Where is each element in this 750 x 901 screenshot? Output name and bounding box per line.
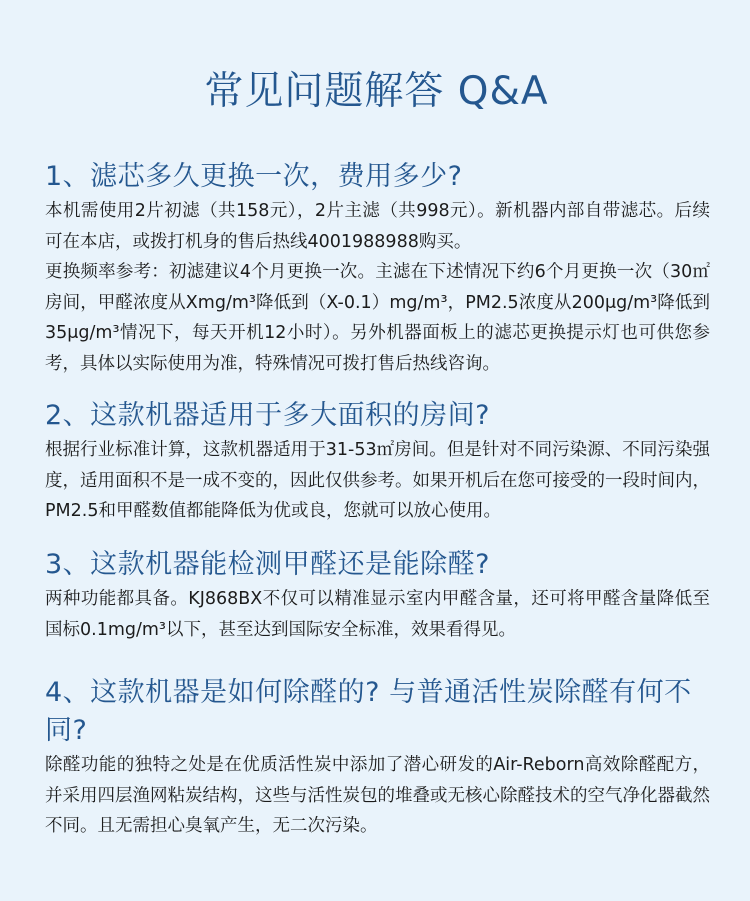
faq-answer-1-paragraph-1: 本机需使用2片初滤（共158元），2片主滤（共998元）。新机器内部自带滤芯。后续可在本店，或拨打机身的售后热线4001988988购买。 <box>45 201 710 252</box>
page-title: 常见问题解答 Q&A <box>204 69 549 114</box>
faq-question-3: 3、这款机器能检测甲醛还是能除醛? <box>45 549 491 580</box>
faq-question-2: 2、这款机器适用于多大面积的房间? <box>45 400 491 431</box>
faq-answer-3: 两种功能都具备。KJ868BX不仅可以精准显示室内甲醛含量，还可将甲醛含量降低至国标0.1mg/m³以下，甚至达到国际安全标准，效果看得见。 <box>45 589 710 640</box>
faq-answer-1-paragraph-2: 更换频率参考：初滤建议4个月更换一次。主滤在下述情况下约6个月更换一次（30㎡房间，甲醛浓度从Xmg/m³降低到（X-0.1）mg/m³，PM2.5浓度从200μg/m³降低到35μg/m³情况下，每天开机12小时）。另外机器面板上的滤芯更换提示灯也可供您参考，具体以实际使用为准，特殊情况可拨打售后热线咨询。 <box>45 262 710 374</box>
faq-answer-2: 根据行业标准计算，这款机器适用于31-53㎡房间。但是针对不同污染源、不同污染强度，适用面积不是一成不变的，因此仅供参考。如果开机后在您可接受的一段时间内，PM2.5和甲醛数值都能降低为优或良，您就可以放心使用。 <box>45 440 710 522</box>
faq-question-4: 4、这款机器是如何除醛的? 与普通活性炭除醛有何不同? <box>45 677 692 746</box>
faq-question-1: 1、滤芯多久更换一次，费用多少? <box>45 161 463 192</box>
faq-item-2 <box>45 397 710 527</box>
faq-answer-4: 除醛功能的独特之处是在优质活性炭中添加了潜心研发的Air-Reborn高效除醛配方，并采用四层渔网粘炭结构，这些与活性炭包的堆叠或无核心除醛技术的空气净化器截然不同。且无需担心臭氧产生，无二次污染。 <box>45 755 710 837</box>
faq-item-3 <box>45 546 710 645</box>
faq-item-1 <box>45 158 710 380</box>
faq-item-4 <box>45 674 710 842</box>
